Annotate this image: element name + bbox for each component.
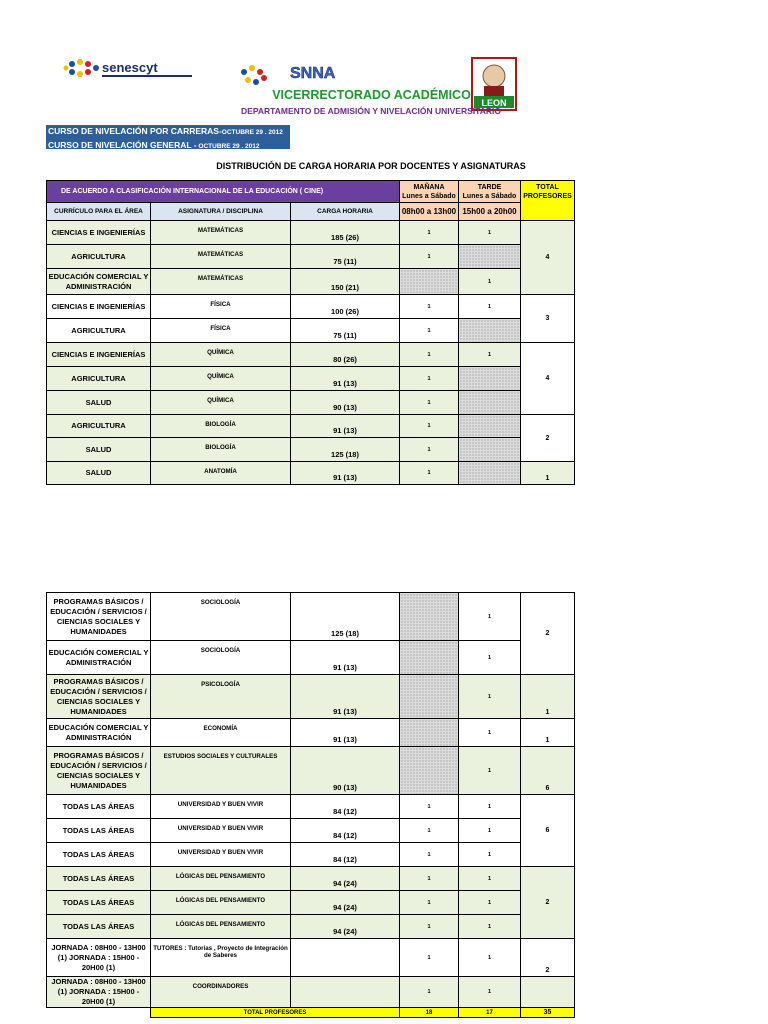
total-profesores-cell: 6 xyxy=(521,795,575,867)
tarde-cell: 1 xyxy=(459,843,521,867)
course-info-box xyxy=(46,125,290,149)
tarde-cell: 1 xyxy=(459,747,521,795)
hours-cell: 90 (13) xyxy=(291,391,400,415)
area-cell: PROGRAMAS BÁSICOS / EDUCACIÓN / SERVICIOS / CIENCIAS SOCIALES Y HUMANIDADES xyxy=(47,593,151,641)
manana-cell: 1 xyxy=(400,462,459,485)
table-row xyxy=(47,641,575,675)
hours-cell xyxy=(291,939,400,977)
hours-cell: 91 (13) xyxy=(291,719,400,747)
area-cell: PROGRAMAS BÁSICOS / EDUCACIÓN / SERVICIOS / CIENCIAS SOCIALES Y HUMANIDADES xyxy=(47,675,151,719)
area-cell: AGRICULTURA xyxy=(47,245,151,269)
subject-cell: UNIVERSIDAD Y BUEN VIVIR xyxy=(151,843,291,867)
hours-cell xyxy=(291,977,400,1008)
total-profesores-cell: 2 xyxy=(521,593,575,675)
tarde-time-header: 15h00 a 20h00 xyxy=(459,203,521,221)
subject-cell: MATEMÁTICAS xyxy=(151,269,291,295)
tarde-cell: 1 xyxy=(459,795,521,819)
tarde-cell: 1 xyxy=(459,593,521,641)
tarde-cell xyxy=(459,319,521,343)
tarde-cell xyxy=(459,367,521,391)
table-row xyxy=(47,415,575,438)
table-row xyxy=(47,221,575,245)
area-cell: EDUCACIÓN COMERCIAL Y ADMINISTRACIÓN xyxy=(47,269,151,295)
manana-cell xyxy=(400,747,459,795)
manana-cell: 1 xyxy=(400,415,459,438)
table-row xyxy=(47,593,575,641)
subject-cell: BIOLOGÍA xyxy=(151,415,291,438)
hours-cell: 75 (11) xyxy=(291,319,400,343)
empty-cell xyxy=(47,1008,151,1018)
table-row xyxy=(47,795,575,819)
manana-cell xyxy=(400,641,459,675)
total-profesores-cell xyxy=(521,977,575,1008)
course-line-1: CURSO DE NIVELACIÓN POR CARRERAS-OCTUBRE 29 . 2012 xyxy=(48,126,283,136)
area-cell: CIENCIAS E INGENIERÍAS xyxy=(47,343,151,367)
tarde-cell xyxy=(459,462,521,485)
total-profesores-cell: 6 xyxy=(521,747,575,795)
table-row xyxy=(47,747,575,795)
manana-header: MAÑANA Lunes a Sábado xyxy=(400,181,459,203)
manana-cell: 1 xyxy=(400,939,459,977)
table-row xyxy=(47,675,575,719)
subject-cell: TUTORES : Tutorías , Proyecto de Integración de Saberes xyxy=(151,939,291,977)
area-cell: PROGRAMAS BÁSICOS / EDUCACIÓN / SERVICIOS / CIENCIAS SOCIALES Y HUMANIDADES xyxy=(47,747,151,795)
document-title: DISTRIBUCIÓN DE CARGA HORARIA POR DOCENTES Y ASIGNATURAS xyxy=(216,161,526,171)
subject-cell: PSICOLOGÍA xyxy=(151,675,291,719)
area-cell: CIENCIAS E INGENIERÍAS xyxy=(47,221,151,245)
table-row xyxy=(47,438,575,462)
total-profesores-cell: 4 xyxy=(521,343,575,415)
area-cell: TODAS LAS ÁREAS xyxy=(47,843,151,867)
table-row xyxy=(47,269,575,295)
subject-cell: MATEMÁTICAS xyxy=(151,221,291,245)
manana-cell: 1 xyxy=(400,843,459,867)
manana-cell xyxy=(400,269,459,295)
hours-cell: 91 (13) xyxy=(291,367,400,391)
table-row xyxy=(47,915,575,939)
subject-cell: LÓGICAS DEL PENSAMIENTO xyxy=(151,915,291,939)
tarde-cell: 1 xyxy=(459,641,521,675)
table-row xyxy=(47,819,575,843)
subject-cell: LÓGICAS DEL PENSAMIENTO xyxy=(151,891,291,915)
area-cell: JORNADA : 08H00 - 13H00 (1) JORNADA : 15H00 - 20H00 (1) xyxy=(47,977,151,1008)
table-row xyxy=(47,891,575,915)
subject-cell: UNIVERSIDAD Y BUEN VIVIR xyxy=(151,819,291,843)
tarde-cell: 1 xyxy=(459,719,521,747)
hours-cell: 150 (21) xyxy=(291,269,400,295)
table-row xyxy=(47,367,575,391)
subject-cell: MATEMÁTICAS xyxy=(151,245,291,269)
manana-time-header: 08h00 a 13h00 xyxy=(400,203,459,221)
subject-cell: ECONOMÍA xyxy=(151,719,291,747)
total-profesores-cell: 3 xyxy=(521,295,575,343)
area-cell: TODAS LAS ÁREAS xyxy=(47,915,151,939)
tarde-cell: 1 xyxy=(459,977,521,1008)
tarde-cell: 1 xyxy=(459,891,521,915)
school-crest-logo xyxy=(470,56,518,112)
tarde-cell: 1 xyxy=(459,295,521,319)
total-tarde: 17 xyxy=(459,1008,521,1018)
col-area-header: CURRÍCULO PARA EL ÁREA xyxy=(47,203,151,221)
total-profesores-cell: 2 xyxy=(521,867,575,939)
department-subtitle: DEPARTAMENTO DE ADMISIÓN Y NIVELACIÓN UNIVERSITARIO xyxy=(241,106,501,116)
hours-cell: 84 (12) xyxy=(291,843,400,867)
hours-cell: 100 (26) xyxy=(291,295,400,319)
tarde-cell: 1 xyxy=(459,675,521,719)
table-row xyxy=(47,977,575,1008)
hours-cell: 94 (24) xyxy=(291,867,400,891)
subject-cell: QUÍMICA xyxy=(151,391,291,415)
tarde-cell: 1 xyxy=(459,819,521,843)
manana-cell: 1 xyxy=(400,343,459,367)
manana-cell: 1 xyxy=(400,915,459,939)
total-profesores-cell: 1 xyxy=(521,675,575,719)
hours-cell: 91 (13) xyxy=(291,675,400,719)
tarde-header: TARDE Lunes a Sábado xyxy=(459,181,521,203)
manana-cell: 1 xyxy=(400,245,459,269)
total-profesores-cell: 2 xyxy=(521,415,575,462)
subject-cell: QUÍMICA xyxy=(151,343,291,367)
hours-cell: 91 (13) xyxy=(291,641,400,675)
tarde-cell xyxy=(459,391,521,415)
manana-cell: 1 xyxy=(400,867,459,891)
area-cell: TODAS LAS ÁREAS xyxy=(47,819,151,843)
area-cell: CIENCIAS E INGENIERÍAS xyxy=(47,295,151,319)
table-row xyxy=(47,319,575,343)
tarde-cell: 1 xyxy=(459,867,521,891)
distribution-table-part2 xyxy=(46,592,575,1018)
total-label: TOTAL PROFESORES xyxy=(151,1008,400,1018)
tarde-cell: 1 xyxy=(459,343,521,367)
subject-cell: COORDINADORES xyxy=(151,977,291,1008)
manana-cell xyxy=(400,675,459,719)
tarde-cell xyxy=(459,438,521,462)
area-cell: JORNADA : 08H00 - 13H00 (1) JORNADA : 15H00 - 20H00 (1) xyxy=(47,939,151,977)
area-cell: TODAS LAS ÁREAS xyxy=(47,795,151,819)
hours-cell: 84 (12) xyxy=(291,819,400,843)
area-cell: SALUD xyxy=(47,438,151,462)
senescyt-logo xyxy=(62,56,202,82)
table-row xyxy=(47,343,575,367)
total-profesores-header: TOTAL PROFESORES xyxy=(521,181,575,221)
subject-cell: SOCIOLOGÍA xyxy=(151,593,291,641)
tarde-cell: 1 xyxy=(459,915,521,939)
area-cell: SALUD xyxy=(47,391,151,415)
total-profesores-cell: 2 xyxy=(521,939,575,977)
hours-cell: 84 (12) xyxy=(291,795,400,819)
manana-cell: 1 xyxy=(400,438,459,462)
snna-logo-text: SNNA xyxy=(290,65,336,82)
manana-cell xyxy=(400,719,459,747)
table-row xyxy=(47,462,575,485)
hours-cell: 94 (24) xyxy=(291,915,400,939)
hours-cell: 91 (13) xyxy=(291,462,400,485)
hours-cell: 185 (26) xyxy=(291,221,400,245)
area-cell: TODAS LAS ÁREAS xyxy=(47,867,151,891)
hours-cell: 90 (13) xyxy=(291,747,400,795)
manana-cell xyxy=(400,593,459,641)
crest-text: LEON xyxy=(481,98,507,108)
distribution-table-part1 xyxy=(46,180,575,485)
tarde-cell xyxy=(459,415,521,438)
table-row xyxy=(47,843,575,867)
table-row xyxy=(47,867,575,891)
tarde-cell: 1 xyxy=(459,221,521,245)
course-line-2: CURSO DE NIVELACIÓN GENERAL - OCTUBRE 29 . 2012 xyxy=(48,140,260,150)
table-row xyxy=(47,939,575,977)
senescyt-logo-text: senescyt xyxy=(102,60,158,75)
total-all: 35 xyxy=(521,1008,575,1018)
manana-cell: 1 xyxy=(400,221,459,245)
total-row xyxy=(47,1008,575,1018)
area-cell: EDUCACIÓN COMERCIAL Y ADMINISTRACIÓN xyxy=(47,641,151,675)
tarde-cell: 1 xyxy=(459,939,521,977)
subject-cell: LÓGICAS DEL PENSAMIENTO xyxy=(151,867,291,891)
col-hours-header: CARGA HORARIA xyxy=(291,203,400,221)
total-manana: 18 xyxy=(400,1008,459,1018)
subject-cell: SOCIOLOGÍA xyxy=(151,641,291,675)
total-profesores-cell: 1 xyxy=(521,719,575,747)
area-cell: AGRICULTURA xyxy=(47,367,151,391)
manana-cell: 1 xyxy=(400,367,459,391)
manana-cell: 1 xyxy=(400,391,459,415)
subject-cell: FÍSICA xyxy=(151,295,291,319)
manana-cell: 1 xyxy=(400,795,459,819)
hours-cell: 91 (13) xyxy=(291,415,400,438)
subject-cell: QUÍMICA xyxy=(151,367,291,391)
total-profesores-cell: 4 xyxy=(521,221,575,295)
area-cell: AGRICULTURA xyxy=(47,319,151,343)
hours-cell: 125 (18) xyxy=(291,438,400,462)
hours-cell: 75 (11) xyxy=(291,245,400,269)
table-row xyxy=(47,295,575,319)
area-cell: TODAS LAS ÁREAS xyxy=(47,891,151,915)
subject-cell: FÍSICA xyxy=(151,319,291,343)
col-subject-header: ASIGNATURA / DISCIPLINA xyxy=(151,203,291,221)
manana-cell: 1 xyxy=(400,891,459,915)
vicerrectorado-title: VICERRECTORADO ACADÉMICO xyxy=(272,88,471,102)
subject-cell: ESTUDIOS SOCIALES Y CULTURALES xyxy=(151,747,291,795)
manana-cell: 1 xyxy=(400,295,459,319)
area-cell: SALUD xyxy=(47,462,151,485)
area-cell: EDUCACIÓN COMERCIAL Y ADMINISTRACIÓN xyxy=(47,719,151,747)
table-row xyxy=(47,719,575,747)
tarde-cell xyxy=(459,245,521,269)
tarde-cell: 1 xyxy=(459,269,521,295)
hours-cell: 94 (24) xyxy=(291,891,400,915)
hours-cell: 125 (18) xyxy=(291,593,400,641)
hours-cell: 80 (26) xyxy=(291,343,400,367)
table-row xyxy=(47,245,575,269)
subject-cell: BIOLOGÍA xyxy=(151,438,291,462)
manana-cell: 1 xyxy=(400,319,459,343)
subject-cell: UNIVERSIDAD Y BUEN VIVIR xyxy=(151,795,291,819)
manana-cell: 1 xyxy=(400,977,459,1008)
table-row xyxy=(47,391,575,415)
area-cell: AGRICULTURA xyxy=(47,415,151,438)
subject-cell: ANATOMÍA xyxy=(151,462,291,485)
cine-header: DE ACUERDO A CLASIFICACIÓN INTERNACIONAL DE LA EDUCACIÓN ( CINE) xyxy=(47,181,400,203)
manana-cell: 1 xyxy=(400,819,459,843)
total-profesores-cell: 1 xyxy=(521,462,575,485)
